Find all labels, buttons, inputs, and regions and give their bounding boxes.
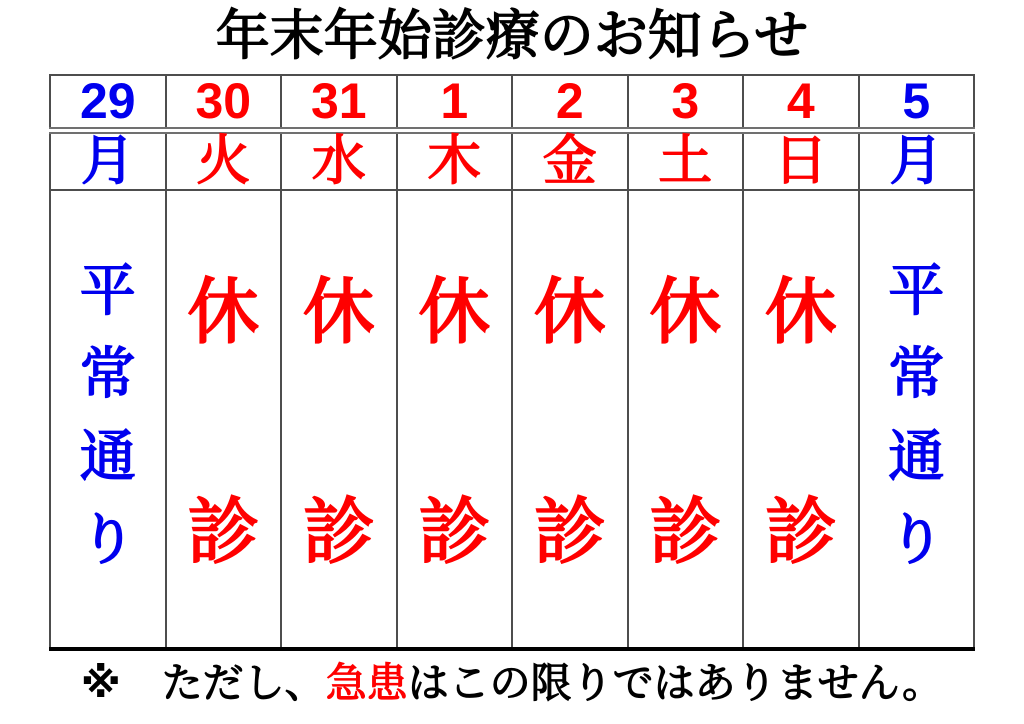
status-cell-normal-1: [50, 190, 166, 649]
status-text-normal: 平常通り: [79, 259, 136, 571]
page-title: 年末年始診療のお知らせ: [215, 6, 809, 66]
schedule-table: [49, 74, 975, 651]
day-cell-sat: 土: [628, 130, 744, 190]
footnote-prefix: ※ ただし、: [80, 660, 326, 706]
status-text-closed: 休診: [649, 273, 722, 573]
status-cell-closed-5: [628, 190, 744, 649]
status-cell-closed-6: [743, 190, 859, 649]
day-cell-fri: 金: [512, 130, 628, 190]
status-text-closed: 休診: [533, 273, 606, 573]
status-text-closed: 休診: [764, 273, 837, 573]
status-text-closed: 休診: [302, 273, 375, 573]
status-row: [50, 190, 974, 649]
date-cell-30: 30: [166, 75, 282, 130]
footnote-highlight: 急患: [325, 660, 408, 706]
day-cell-tue: 火: [166, 130, 282, 190]
date-cell-3: 3: [628, 75, 744, 130]
date-cell-2: 2: [512, 75, 628, 130]
day-cell-mon2: 月: [859, 130, 975, 190]
days-row: [50, 130, 974, 190]
status-text-closed: 休診: [187, 273, 260, 573]
date-cell-31: 31: [281, 75, 397, 130]
date-cell-1: 1: [397, 75, 513, 130]
status-cell-closed-1: [166, 190, 282, 649]
dates-row: [50, 75, 974, 130]
status-cell-closed-4: [512, 190, 628, 649]
footnote-suffix: はこの限りではありません。: [407, 660, 944, 706]
status-cell-closed-2: [281, 190, 397, 649]
status-cell-normal-2: [859, 190, 975, 649]
footnote: [0, 659, 1024, 708]
status-text-closed: 休診: [418, 273, 491, 573]
status-text-normal: 平常通り: [888, 259, 945, 571]
date-cell-5: 5: [859, 75, 975, 130]
day-cell-sun: 日: [743, 130, 859, 190]
status-cell-closed-3: [397, 190, 513, 649]
date-cell-4: 4: [743, 75, 859, 130]
day-cell-thu: 木: [397, 130, 513, 190]
day-cell-wed: 水: [281, 130, 397, 190]
date-cell-29: 29: [50, 75, 166, 130]
day-cell-mon1: 月: [50, 130, 166, 190]
